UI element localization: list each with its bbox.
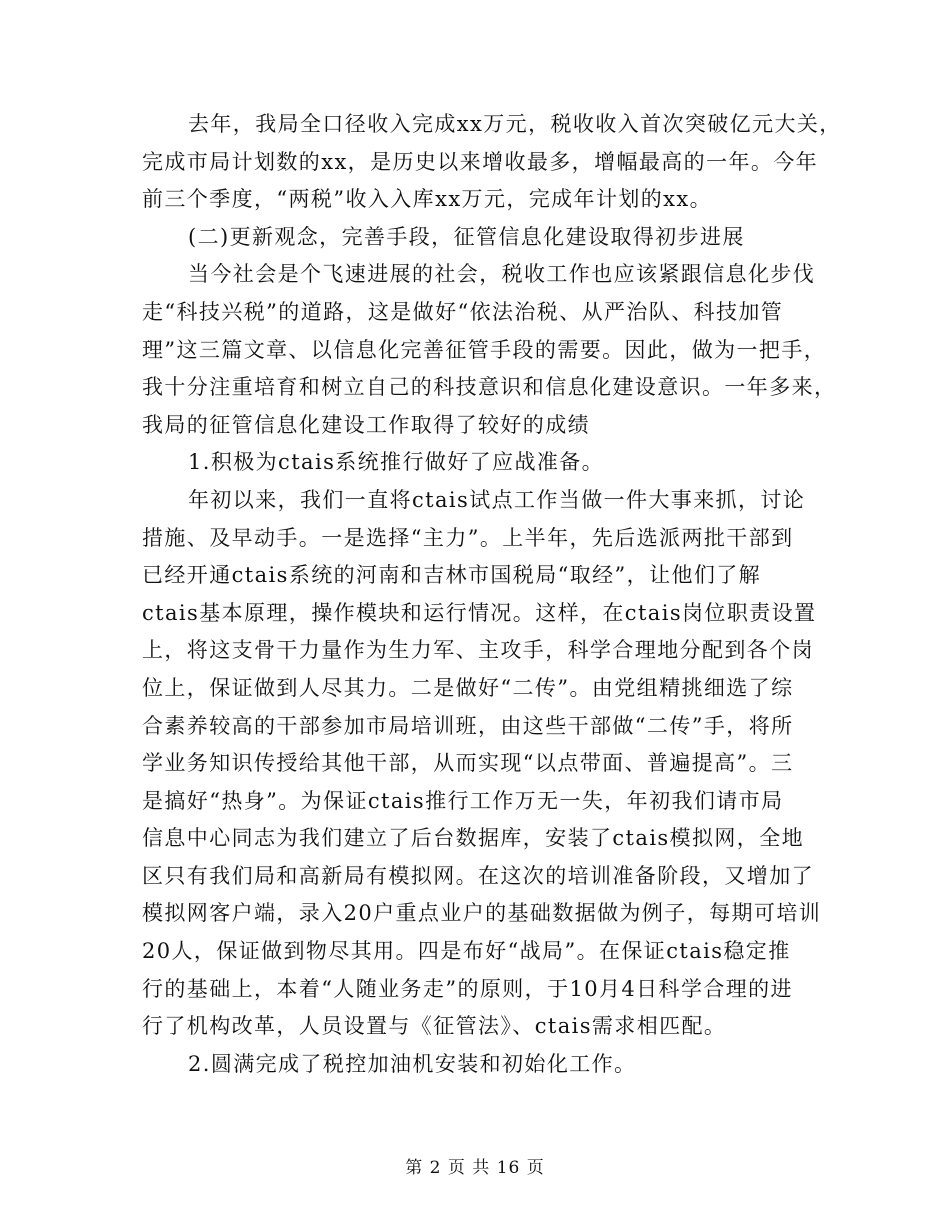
text-line: 去年，我局全口径收入完成xx万元，税收收入首次突破亿元大关， xyxy=(188,112,842,136)
text-line: 行的基础上，本着“人随业务走”的原则，于10月4日科学合理的进 xyxy=(142,976,793,1001)
text-line: 理”这三篇文章、以信息化完善征管手段的需要。因此，做为一把手， xyxy=(142,337,827,362)
text-line: (二)更新观念，完善手段，征管信息化建设取得初步进展 xyxy=(188,224,745,249)
text-line: 20人，保证做到物尽其用。四是布好“战局”。在保证ctais稳定推 xyxy=(142,939,791,964)
text-line: 前三个季度，“两税”收入入库xx万元，完成年计划的xx。 xyxy=(142,187,713,212)
text-line: 是搞好“热身”。为保证ctais推行工作万无一失，年初我们请市局 xyxy=(142,788,784,813)
text-line: 1.积极为ctais系统推行做好了应战准备。 xyxy=(188,450,605,475)
text-line: 已经开通ctais系统的河南和吉林市国税局“取经”，让他们了解 xyxy=(142,563,762,588)
text-line: 上，将这支骨干力量作为生力军、主攻手，科学合理地分配到各个岗 xyxy=(142,638,814,663)
text-line: 我十分注重培育和树立自己的科技意识和信息化建设意识。一年多来， xyxy=(142,375,837,400)
text-line: 措施、及早动手。一是选择“主力”。上半年，先后选派两批干部到 xyxy=(142,525,794,550)
text-line: 模拟网客户端，录入20户重点业户的基础数据做为例子，每期可培训 xyxy=(142,901,822,926)
page-footer: 第 2 页 共 16 页 xyxy=(405,1158,545,1178)
text-line: 区只有我们局和高新局有模拟网。在这次的培训准备阶段，又增加了 xyxy=(142,863,814,888)
text-line: 完成市局计划数的xx，是历史以来增收最多，增幅最高的一年。今年 xyxy=(142,149,819,174)
text-line: ctais基本原理，操作模块和运行情况。这样，在ctais岗位职责设置 xyxy=(142,600,817,625)
text-line: 年初以来，我们一直将ctais试点工作当做一件大事来抓，讨论 xyxy=(188,487,806,512)
text-line: 行了机构改革，人员设置与《征管法》、ctais需求相匹配。 xyxy=(142,1014,727,1039)
text-line: 我局的征管信息化建设工作取得了较好的成绩 xyxy=(142,412,590,437)
text-line: 学业务知识传授给其他干部，从而实现“以点带面、普遍提高”。三 xyxy=(142,751,794,776)
text-line: 走“科技兴税”的道路，这是做好“依法治税、从严治队、科技加管 xyxy=(142,299,784,324)
text-line: 当今社会是个飞速进展的社会，税收工作也应该紧跟信息化步伐 xyxy=(188,262,816,287)
text-line: 位上，保证做到人尽其力。二是做好“二传”。由党组精挑细选了综 xyxy=(142,675,794,700)
text-line: 信息中心同志为我们建立了后台数据库，安装了ctais模拟网，全地 xyxy=(142,826,805,851)
text-line: 2.圆满完成了税控加油机安装和初始化工作。 xyxy=(188,1051,637,1076)
document-body xyxy=(142,106,842,1083)
text-line: 合素养较高的干部参加市局培训班，由这些干部做“二传”手，将所 xyxy=(142,713,794,738)
